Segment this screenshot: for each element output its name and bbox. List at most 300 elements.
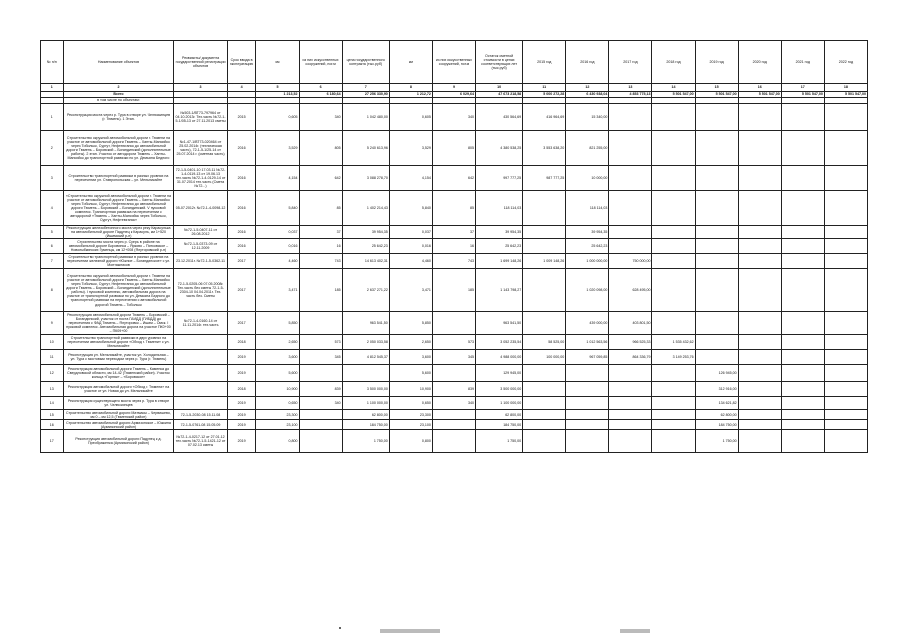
cell-value [523, 397, 566, 410]
cell-value: 5 501 547,00 [824, 92, 867, 98]
cell-value [781, 191, 824, 226]
row-number: 14 [41, 397, 64, 410]
table-row [41, 226, 868, 239]
cell-value [824, 239, 867, 254]
cell-value [824, 166, 867, 191]
column-number: 7 [342, 84, 389, 92]
cell-value: 0,037 [256, 226, 299, 239]
cell-value [824, 365, 867, 382]
cell-value: 4 988 000,00 [476, 350, 523, 365]
cell-value [781, 131, 824, 166]
table-row [41, 382, 868, 397]
cell-value: 10,900 [389, 382, 432, 397]
column-header: № п/п [41, 41, 64, 84]
column-number: 3 [174, 84, 227, 92]
registration-details: №1-47-1/ВТ73-020464 от 25.02.2014г. (техническая часть), 72-1-5-1/25-14 от 25.07.2014 г. (сметная часть) [174, 131, 227, 166]
cell-value: 4,460 [389, 254, 432, 269]
registration-details [174, 335, 227, 350]
cell-value: 750 000,00 [609, 254, 652, 269]
cell-value [609, 166, 652, 191]
column-number: 1 [41, 84, 64, 92]
cell-value: 6 430 938,04 [566, 92, 609, 98]
cell-value [824, 430, 867, 453]
registration-details: 72-1-5-0205-06 07.05.2008г. Тех.часть без сметы 72-1-5-2304-10 04.04.2011г. Тех. часть без. Сметы [174, 269, 227, 312]
cell-value: 2016 [227, 239, 256, 254]
cell-value: 1 699 148,26 [476, 254, 523, 269]
cell-value [824, 382, 867, 397]
cell-value [652, 420, 695, 430]
cell-value: 2 050 033,58 [342, 335, 389, 350]
cell-value [824, 191, 867, 226]
cell-value [609, 382, 652, 397]
cell-value: 839 [299, 382, 342, 397]
cell-value: 5,850 [389, 312, 432, 335]
cell-value: 58 525,00 [523, 335, 566, 350]
cell-value [652, 312, 695, 335]
cell-value: 2015 [227, 104, 256, 131]
cell-value [695, 131, 738, 166]
cell-value [738, 104, 781, 131]
registration-details [174, 382, 227, 397]
cell-value: 2019 [227, 420, 256, 430]
cell-value: 2019 [227, 350, 256, 365]
column-header: 2022 год [824, 41, 867, 84]
cell-value: 23,100 [389, 420, 432, 430]
cell-value: 10 000,00 [566, 166, 609, 191]
cell-value [566, 382, 609, 397]
cell-value [609, 131, 652, 166]
column-number: 12 [566, 84, 609, 92]
cell-value: 3 553 638,20 [523, 131, 566, 166]
column-header: 2017 год [609, 41, 652, 84]
cell-value: 1 042 480,00 [342, 104, 389, 131]
column-number: 4 [227, 84, 256, 92]
registration-details [174, 365, 227, 382]
object-name: Реконструкция автомобильной дороги Падунец к д. Преображенка (Армизонский район) [63, 430, 174, 453]
column-header: 2021 год [781, 41, 824, 84]
cell-value [695, 335, 738, 350]
object-name: в том числе по объектам: [63, 98, 174, 104]
column-number: 15 [695, 84, 738, 92]
object-name: Строительство транспортной развязки в разных уровнях на пересечении ул. Ставропольская – ул. Мельникайте [63, 166, 174, 191]
cell-value: 1 000 000,00 [566, 254, 609, 269]
column-header: из них искусственных сооружений, пог.м [299, 41, 342, 84]
cell-value [432, 312, 475, 335]
cell-value [652, 410, 695, 420]
cell-value [695, 239, 738, 254]
cell-value: 403 801,50 [609, 312, 652, 335]
table-row [41, 397, 868, 410]
cell-value: 805 [432, 131, 475, 166]
cell-value [609, 226, 652, 239]
cell-value: 2017 [227, 312, 256, 335]
cell-value: 2019 [227, 410, 256, 420]
registration-details: 05-07.2012г. №72-1-4-0098-12 [174, 191, 227, 226]
cell-value: 805 [299, 131, 342, 166]
cell-value: 37 [432, 226, 475, 239]
cell-value [432, 420, 475, 430]
column-number: 13 [609, 84, 652, 92]
cell-value [695, 312, 738, 335]
cell-value: 2019 [227, 365, 256, 382]
cell-value: 4 812 545,37 [342, 350, 389, 365]
cell-value [652, 365, 695, 382]
object-name: «Строительство окружной автомобильной дороги г. Тюмени на участке от автомобильной дороги Тюмень – Ханты-Мансийск через Тобольск, Сургут, Нефтеюганск до автомобильной дороги Тюмень – Боровский – Богандинский. V пусковой комплекс. Транспортная развязка на пересечении с автодорогой «Тюмень – Ханты-Мансийск через Тобольск, Сургут, Нефтеюганск» [63, 191, 174, 226]
cell-value [299, 430, 342, 453]
row-number: 17 [41, 430, 64, 453]
table-row [41, 191, 868, 226]
cell-value: 967 059,85 [566, 350, 609, 365]
table-row [41, 131, 868, 166]
cell-value: 2016 [227, 226, 256, 239]
cell-value [738, 239, 781, 254]
object-name: Строительство окружной автомобильной дороги г. Тюмени на участке от автомобильной дороги Тюмень – Ханты-Мансийск через Тобольск, Сургут, Нефтеюганск до автомобильной дороги Тюмень – Боровский – Богандинский (дополнительные работы). 2 этап. Участок от автодороги Тюмень – Ханты-Мансийск до транспортной развязки по ул. Демьяна Бедного [63, 131, 174, 166]
cell-value: 5 501 547,00 [738, 92, 781, 98]
cell-value [609, 239, 652, 254]
object-name: Реконструкция существующего моста через р. Тура в створе ул. Челюскинцев [63, 397, 174, 410]
registration-details: №72-1-5-0373-09 от 12.11.2009 [174, 239, 227, 254]
cell-value [824, 254, 867, 269]
cell-value: 184 750,00 [342, 420, 389, 430]
column-header: Реквизиты/ документа государственной регистрации объектов [174, 41, 227, 84]
column-header: из них искусственных сооружений, пог.м [432, 41, 475, 84]
object-name: Реконструкция моста через р. Тура в створе ул. Челюскинцев (г. Тюмень). 1 Этап. [63, 104, 174, 131]
cell-value [566, 410, 609, 420]
cell-value [609, 397, 652, 410]
object-name: Реконструкция железобетонного моста через реку Карасулька на автомобильной дороге Падунец к Карасуль, км 1+520 (Ишимский р-н) [63, 226, 174, 239]
cell-value: 439 000,00 [566, 312, 609, 335]
cell-value: 3,600 [256, 350, 299, 365]
column-header: км [389, 41, 432, 84]
cell-value: 0,016 [389, 239, 432, 254]
cell-value [523, 430, 566, 453]
cell-value: 6 180,64 [299, 92, 342, 98]
column-number: 2 [63, 84, 174, 92]
cell-value: 2016 [227, 166, 256, 191]
cell-value [652, 191, 695, 226]
object-name: Строительство автомобильной дороги Армизонское – Южкина (Армизонский район) [63, 420, 174, 430]
column-header: 2019 год [695, 41, 738, 84]
cell-value: 1 750,00 [695, 430, 738, 453]
row-number: 9 [41, 312, 64, 335]
cell-value: 340 [299, 397, 342, 410]
cell-value: 25 642,23 [342, 239, 389, 254]
cell-value: 5 501 547,00 [695, 92, 738, 98]
cell-value: 2019 [227, 430, 256, 453]
cell-value [738, 350, 781, 365]
cell-value: 1 100 000,00 [342, 397, 389, 410]
cell-value [695, 166, 738, 191]
row-number: 10 [41, 335, 64, 350]
table-row [41, 335, 868, 350]
column-number: 5 [256, 84, 299, 92]
cell-value [781, 382, 824, 397]
object-name: Строительство автомобильной дороги Матмасы – Червишево, км 0 – км 12,5 (Тюменский район) [63, 410, 174, 420]
object-name: Строительство окружной автомобильной дороги г. Тюмени на участке от автомобильной дороги Тюмень – Ханты-Мансийск через Тобольск, Сургут, Нефтеюганск до автомобильной дороги Тюмень – Боровский – Богандинский (дополнительные работы). I пусковой комплекс, автомобильная дорога на участке от транспортной развязки по ул. Демьяна Бедного до транспортной развязки на пересечении с автомобильной дорогой Тюмень – Тобольск [63, 269, 174, 312]
registration-details [174, 397, 227, 410]
cell-value: 573 [299, 335, 342, 350]
cell-value [609, 430, 652, 453]
cell-value: 0,605 [389, 104, 432, 131]
column-number: 6 [299, 84, 342, 92]
table-row [41, 420, 868, 430]
cell-value [652, 226, 695, 239]
column-header: км [256, 41, 299, 84]
column-header: цена государственного контракта (тыс.руб) [342, 41, 389, 84]
cell-value [566, 420, 609, 430]
cell-value: 1 402 214,43 [342, 191, 389, 226]
cell-value [781, 166, 824, 191]
cell-value: 340 [432, 397, 475, 410]
cell-value [432, 365, 475, 382]
cell-value [432, 410, 475, 420]
cell-value [566, 365, 609, 382]
table-row [41, 350, 868, 365]
cell-value: 864 336,79 [609, 350, 652, 365]
row-number: 7 [41, 254, 64, 269]
cell-value: 340 [432, 104, 475, 131]
cell-value: 5 501 547,00 [652, 92, 695, 98]
cell-value: 1 750,00 [476, 430, 523, 453]
cell-value: 5 501 547,00 [781, 92, 824, 98]
cell-value [523, 382, 566, 397]
cell-value [695, 191, 738, 226]
cell-value: 134 621,82 [695, 397, 738, 410]
cell-value: 2018 [227, 382, 256, 397]
cell-value: 312 916,00 [695, 382, 738, 397]
cell-value: 15 340,00 [566, 104, 609, 131]
table-row [41, 365, 868, 382]
column-header: Наименование объектов [63, 41, 174, 84]
cell-value: 27 256 330,90 [342, 92, 389, 98]
cell-value: 16 [432, 239, 475, 254]
cell-value: 47 673 218,58 [476, 92, 523, 98]
cell-value: 37 [299, 226, 342, 239]
cell-value [781, 239, 824, 254]
cell-value: 3 052 235,54 [476, 335, 523, 350]
cell-value [652, 104, 695, 131]
cell-value: 416 964,69 [523, 104, 566, 131]
cell-value [299, 365, 342, 382]
cell-value: 963 541,50 [476, 312, 523, 335]
cell-value [523, 365, 566, 382]
cell-value [738, 269, 781, 312]
cell-value: 345 [299, 350, 342, 365]
cell-value: 5,600 [389, 365, 432, 382]
cell-value: 39 954,35 [476, 226, 523, 239]
registration-details: 72-1-5-0401-10 17.03.11 №72-1-4-0119-13 от 19.06.13 тех.часть №72-1-4-0129-14 от 31.07.2014 тех.часть (Смета №72...) [174, 166, 227, 191]
cell-value: 839 [432, 382, 475, 397]
cell-value [738, 226, 781, 239]
cell-value [652, 166, 695, 191]
cell-value [738, 410, 781, 420]
cell-value [523, 269, 566, 312]
column-number: 14 [652, 84, 695, 92]
cell-value: 997 777,25 [476, 166, 523, 191]
cell-value: 1 009 148,26 [523, 254, 566, 269]
cell-value: 1 020 098,00 [566, 269, 609, 312]
cell-value [652, 430, 695, 453]
cell-value [523, 226, 566, 239]
table-row [41, 430, 868, 453]
cell-value: 2016 [227, 131, 256, 166]
cell-value [824, 350, 867, 365]
table-row [41, 104, 868, 131]
cell-value: 1 213,52 [256, 92, 299, 98]
cell-value: 4 853 775,13 [609, 92, 652, 98]
cell-value: 0,800 [389, 430, 432, 453]
object-name: Строительство моста через р. Суерь в районе на автомобильной дороге Боровинка – Ярково – Пятковское – Новолыбкинских Гуменцы, км 12+008 (Ялуторовский р-н) [63, 239, 174, 254]
cell-value: 3,529 [256, 131, 299, 166]
cell-value: 2017 [227, 269, 256, 312]
table-row [41, 166, 868, 191]
column-header: Остаток сметной стоимости в ценах соответствующих лет (тыс.руб) [476, 41, 523, 84]
column-number: 17 [781, 84, 824, 92]
cell-value: 4,154 [389, 166, 432, 191]
registration-details: 72-1-5-2030-08 15.11.08 [174, 410, 227, 420]
cell-value: 5,600 [256, 365, 299, 382]
cell-value [781, 420, 824, 430]
cell-value: 573 [432, 335, 475, 350]
cell-value [652, 254, 695, 269]
row-number: 13 [41, 382, 64, 397]
cell-value [695, 350, 738, 365]
cell-value: 184 750,00 [695, 420, 738, 430]
cell-value: 3,471 [256, 269, 299, 312]
cell-value: 2 637 271,22 [342, 269, 389, 312]
header-row [41, 41, 868, 84]
cell-value: 62 800,00 [476, 410, 523, 420]
cell-value: 4,154 [256, 166, 299, 191]
cell-value: 23,300 [389, 410, 432, 420]
cell-value [523, 239, 566, 254]
row-number: 2 [41, 131, 64, 166]
table-row [41, 269, 868, 312]
cell-value [781, 365, 824, 382]
registration-details: №72-1-4-0160-14 от 11.11.2014г. тех.часть [174, 312, 227, 335]
cell-value: 1 012 563,56 [566, 335, 609, 350]
cell-value: 4,460 [256, 254, 299, 269]
row-number: 15 [41, 410, 64, 420]
cell-value: 23,300 [256, 410, 299, 420]
cell-value: 0,016 [256, 239, 299, 254]
table-row [41, 239, 868, 254]
cell-value [609, 191, 652, 226]
cell-value [566, 397, 609, 410]
cell-value: 184 750,00 [476, 420, 523, 430]
cell-value: 85 [299, 191, 342, 226]
cell-value [824, 420, 867, 430]
object-name: Строительство транспортной развязки в двух уровнях на пересечении автомобильной дороги «Обход г. Тюмени» с ул. Мельникайте [63, 335, 174, 350]
cell-value [432, 430, 475, 453]
cell-value [299, 420, 342, 430]
column-number: 16 [738, 84, 781, 92]
cell-value [652, 269, 695, 312]
cell-value [695, 269, 738, 312]
cell-value [738, 254, 781, 269]
cell-value: 126 945,00 [695, 365, 738, 382]
cell-value [342, 365, 389, 382]
cell-value: 340 [299, 104, 342, 131]
cell-value [738, 397, 781, 410]
cell-value: 3 500 000,00 [342, 382, 389, 397]
cell-value: 3 088 278,70 [342, 166, 389, 191]
cell-value: 2,650 [389, 335, 432, 350]
cell-value [738, 312, 781, 335]
cell-value [781, 226, 824, 239]
cell-value: 62 800,00 [695, 410, 738, 420]
cell-value [824, 131, 867, 166]
cell-value: 5 240 613,96 [342, 131, 389, 166]
cell-value [781, 312, 824, 335]
cell-value: 821 255,00 [566, 131, 609, 166]
registration-details: №72-1-4-0217-12 от 27.01.12 тех.часть №72-1-5-1421-12 от 07.02.13 сметы [174, 430, 227, 453]
cell-value [781, 397, 824, 410]
cell-value: 1 750,00 [342, 430, 389, 453]
cell-value: 743 [299, 254, 342, 269]
registration-details [174, 350, 227, 365]
cell-value [566, 430, 609, 453]
cell-value: 39 954,35 [342, 226, 389, 239]
cell-value: 118 114,03 [476, 191, 523, 226]
registration-details: №72-1-5-0407-11 от 26.08.2012 [174, 226, 227, 239]
cell-value: 118 114,03 [566, 191, 609, 226]
cell-value: 5 000 272,28 [523, 92, 566, 98]
registration-details: №503-1/ВТ73-797964 от 04.10.2013г. Тех.часть №72-1-5-1/05-13 от 27.11.2013 сметы [174, 104, 227, 131]
cell-value [523, 191, 566, 226]
investment-table [40, 40, 868, 453]
table-row [41, 410, 868, 420]
object-name: Реконструкция ул. Мельникайте, участок ул. Холодильная – ул. Тура с мостовым переходом через р. Тура (г. Тюмень) [63, 350, 174, 365]
cell-value: 3 500 000,00 [476, 382, 523, 397]
cell-value: 2019 [227, 397, 256, 410]
cell-value: 3,600 [389, 350, 432, 365]
cell-value [738, 420, 781, 430]
cell-value: 185 [299, 269, 342, 312]
cell-value: 6 029,64 [432, 92, 475, 98]
column-number-row [41, 84, 868, 92]
cell-value [781, 350, 824, 365]
cell-value [824, 269, 867, 312]
object-name: Реконструкция автомобильной дороги Тюмень – Боровский – Богандинский, участок от поста ГАИДД (ГИБДД) до пересечения с ФАД Тюмень – Ялуторовск – Ишим – Омск. I пусковой комплекс. Автомобильная дорога на участке ПК0+00 – ПК09+00 [63, 312, 174, 335]
cell-value: 987 777,25 [523, 166, 566, 191]
cell-value [781, 410, 824, 420]
cell-value [738, 191, 781, 226]
cell-value [824, 397, 867, 410]
cell-value: 23,100 [256, 420, 299, 430]
cell-value [824, 312, 867, 335]
cell-value [738, 365, 781, 382]
cell-value [523, 312, 566, 335]
cell-value: 642 [299, 166, 342, 191]
column-header: 2016 год [566, 41, 609, 84]
column-number: 8 [389, 84, 432, 92]
cell-value [738, 430, 781, 453]
cell-value: 3 149 253,76 [652, 350, 695, 365]
cell-value [609, 104, 652, 131]
row-number: 11 [41, 350, 64, 365]
cell-value: 0,037 [389, 226, 432, 239]
cell-value [824, 410, 867, 420]
cell-value: 0,650 [389, 397, 432, 410]
cell-value [695, 254, 738, 269]
cell-value [781, 335, 824, 350]
cell-value: 345 [432, 350, 475, 365]
column-number: 9 [432, 84, 475, 92]
cell-value [824, 226, 867, 239]
cell-value: 628 495,00 [609, 269, 652, 312]
cell-value [652, 382, 695, 397]
